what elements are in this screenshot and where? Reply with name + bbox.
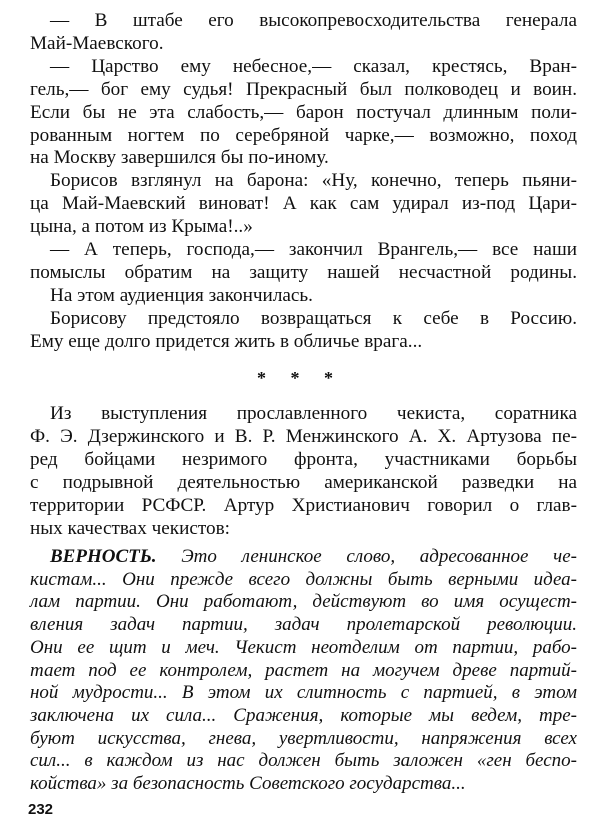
text-line: — А теперь, господа,— закончил Врангель,— все наши: [50, 239, 577, 260]
quote-line: ной мудрости... В этом их слитность с партией, в этом: [30, 682, 577, 704]
text-line: рованным ногтем по серебряной чарке,— возможно, поход: [30, 124, 577, 146]
text-line: Май-Маевского.: [30, 32, 164, 54]
text-line: Если бы не эта слабость,— барон постучал длинным поли-: [30, 101, 577, 123]
text-line: цына, а потом из Крыма!..»: [30, 216, 253, 238]
quote-line: койства» за безопасность Советского государства...: [30, 773, 466, 794]
quote-line: Они ее щит и меч. Чекист неотделим от партии, рабо-: [30, 636, 577, 658]
text-line: ца Май-Маевский виноват! А как сам удирал из-под Цари-: [30, 193, 577, 215]
quote-line: сил... в каждом из нас должен быть заложен «ген беспо-: [30, 750, 577, 772]
quote-line: [50, 546, 577, 568]
quote-lead-word: ВЕРНОСТЬ.: [50, 546, 157, 567]
page-number: 232: [28, 801, 54, 818]
text-line: гель,— бог ему судья! Прекрасный был полководец и воин.: [30, 78, 577, 100]
text-line: Ему еще долго придется жить в обличье врага...: [30, 330, 423, 352]
quote-first-line-rest: Это ленинское слово, адресованное че-: [156, 546, 577, 567]
quote-line: вления задач партии, задач пролетарской революции.: [30, 614, 577, 636]
text-line: ных качествах чекистов:: [30, 517, 230, 539]
quote-line: кистам... Они прежде всего должны быть верными идеа-: [30, 568, 577, 590]
quote-line: заключена их сила... Сражения, которые мы ведем, тре-: [30, 704, 577, 726]
text-line: с подрывной деятельностью американской разведки на: [30, 471, 577, 493]
text-line: Борисов взглянул на барона: «Ну, конечно, теперь пьяни-: [50, 170, 577, 192]
section-separator: * * *: [257, 368, 343, 388]
text-line: территории РСФСР. Артур Христианович говорил о глав-: [30, 494, 577, 516]
text-line: — В штабе его высокопревосходительства генерала: [50, 10, 577, 31]
quote-line: лам партии. Они работают, действуют во имя осущест-: [30, 591, 577, 613]
text-line: На этом аудиенция закончилась.: [50, 284, 313, 306]
text-line: на Москву завершился бы по-иному.: [30, 147, 329, 169]
text-line: ред бойцами незримого фронта, участниками борьбы: [30, 448, 577, 470]
text-line: помыслы обратим на защиту нашей несчастной родины.: [30, 261, 577, 283]
text-line: Ф. Э. Дзержинского и В. Р. Менжинского А. Х. Артузова пе-: [30, 425, 577, 447]
quote-line: тает под ее контролем, растет на могучем древе партий-: [30, 659, 577, 681]
quote-line: буют искусства, гнева, увертливости, напряжения всех: [30, 727, 577, 749]
text-line: Из выступления прославленного чекиста, соратника: [50, 403, 577, 424]
text-line: — Царство ему небесное,— сказал, крестясь, Вран-: [50, 55, 577, 77]
text-line: Борисову предстояло возвращаться к себе в Россию.: [50, 307, 577, 329]
